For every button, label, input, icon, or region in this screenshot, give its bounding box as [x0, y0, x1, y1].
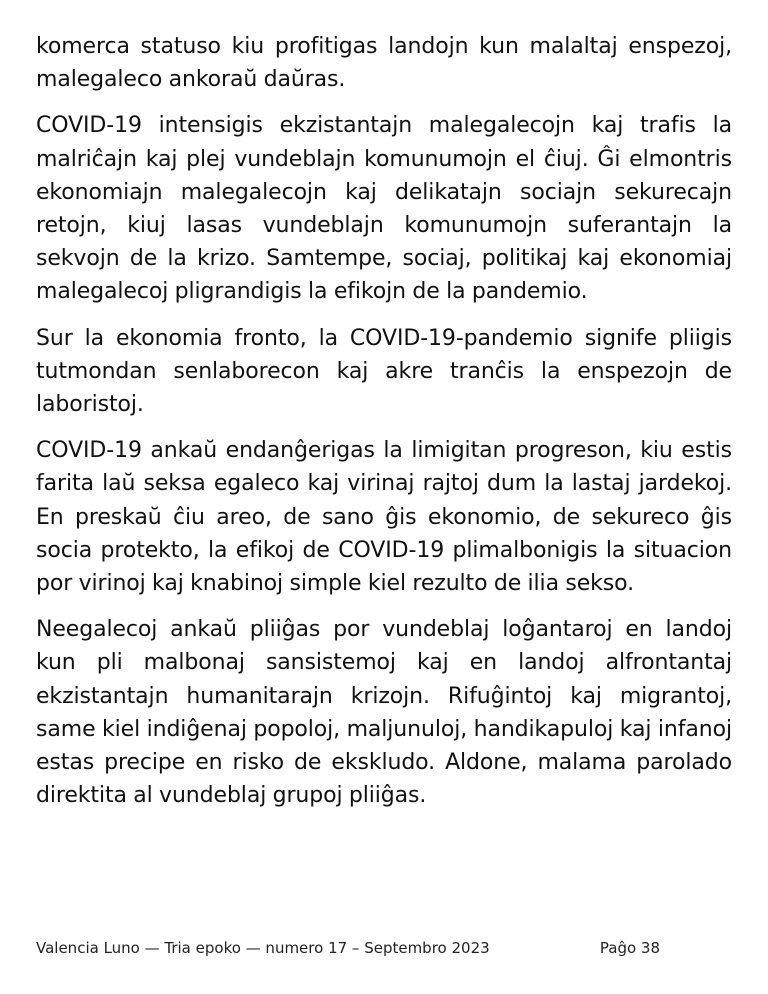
paragraph-3: Sur la ekonomia fronto, la COVID-19-pandemio signife pliigis tutmondan senlaborecon kaj akre tranĉis la enspezojn de laboristoj. — [36, 325, 732, 418]
footer-publication: Valencia Luno — Tria epoko — numero 17 – Septembro 2023 — [36, 939, 490, 957]
footer-page-number: Paĝo 38 — [599, 939, 660, 957]
article-body — [36, 30, 732, 825]
paragraph-4: COVID-19 ankaŭ endanĝerigas la limigitan progreson, kiu estis farita laŭ seksa egaleco kaj virinaj rajtoj dum la lastaj jardekoj. En preskaŭ ĉiu areo, de sano ĝis ekonomio, de sekureco ĝis socia protekto, la efikoj de COVID-19 plimalbonigis la situacion por virinoj kaj knabinoj simple kiel rezulto de ilia sekso. — [36, 438, 732, 597]
paragraph-5: Neegalecoj ankaŭ pliiĝas por vundeblaj loĝantaroj en landoj kun pli malbonaj sansistemoj kaj en landoj alfrontantaj ekzistantajn humanitarajn krizojn. Rifuĝintoj kaj migrantoj, same kiel indiĝenaj popoloj, maljunuloj, handikapuloj kaj infanoj estas precipe en risko de ekskludo. Aldone, malama parolado direktita al vundeblaj grupoj pliiĝas. — [36, 617, 732, 809]
paragraph-2: COVID-19 intensigis ekzistantajn malegalecojn kaj trafis la malriĉajn kaj plej vundeblajn komunumojn el ĉiuj. Ĝi elmontris ekonomiajn malegalecojn kaj delikatajn sociajn sekurecajn retojn, kiuj lasas vundeblajn komunumojn suferantajn la sekvojn de la krizo. Samtempe, sociaj, politikaj kaj ekonomiaj malegalecoj pligrandigis la efikojn de la pandemio. — [36, 113, 732, 305]
paragraph-1: komerca statuso kiu profitigas landojn kun malaltaj enspezoj, malegaleco ankoraŭ daŭras. — [36, 34, 732, 93]
